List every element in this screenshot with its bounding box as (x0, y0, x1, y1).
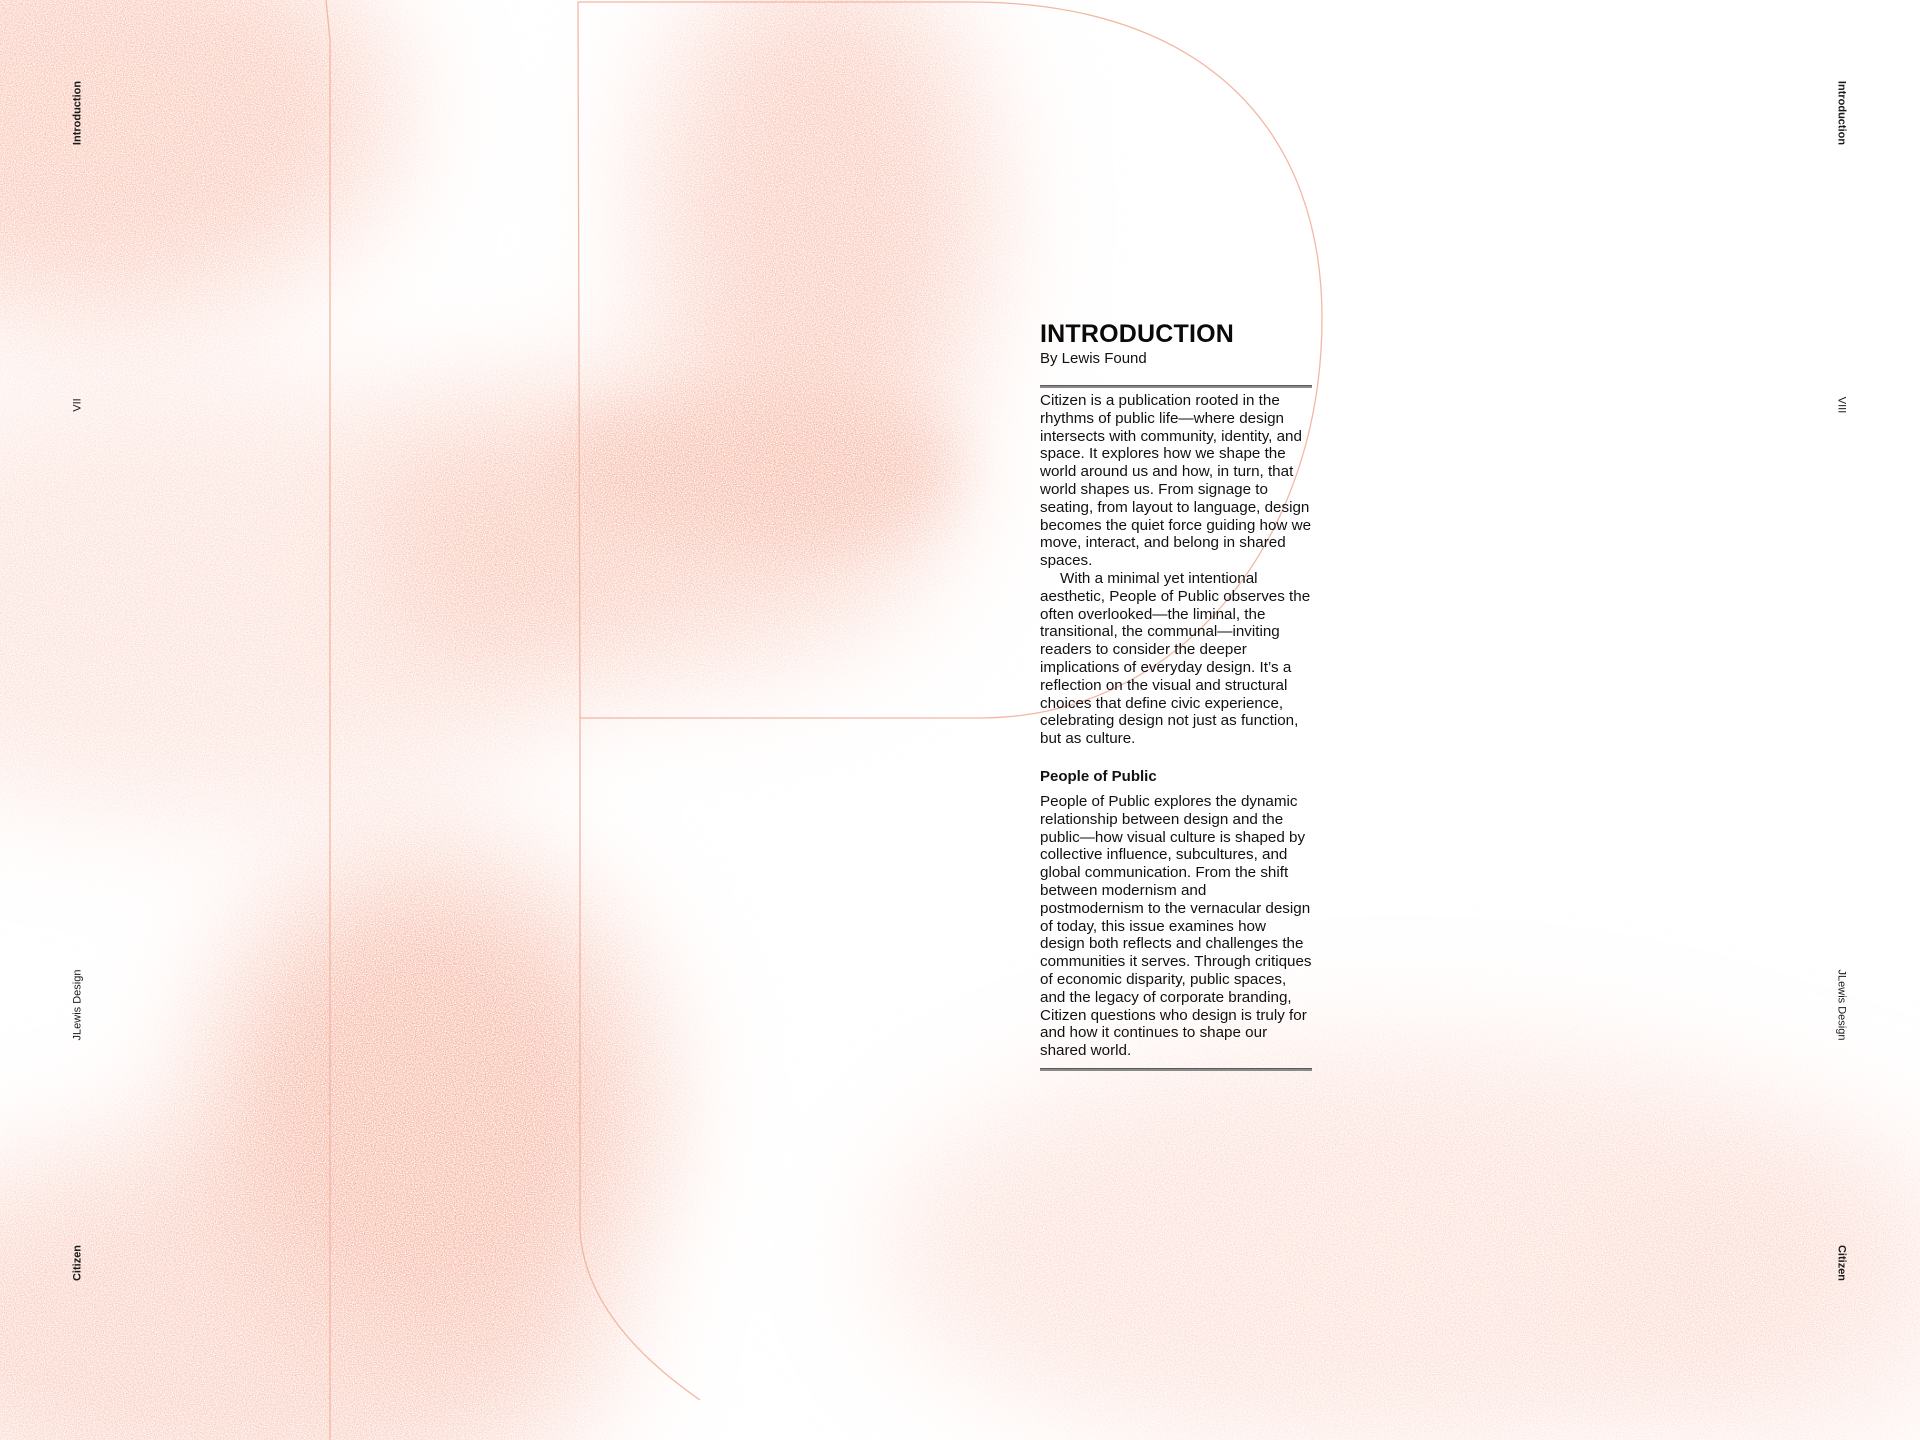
right-section-label: Introduction (1835, 80, 1848, 146)
left-page-number: VII (71, 398, 84, 412)
right-publication-label: Citizen (1835, 1244, 1848, 1282)
left-section-label: Introduction (71, 80, 84, 146)
bottom-divider (1040, 1068, 1312, 1071)
article-paragraph: Citizen is a publication rooted in the rhythms of public life—where design intersects with community, identity, and space. It explores how we shape the world around us and how, in turn, that world shapes us. From signage to seating, from layout to language, design becomes the quiet force guiding how we move, interact, and belong in shared spaces. (1040, 392, 1312, 570)
right-studio-label: JLewis Design (1835, 969, 1848, 1041)
left-publication-label: Citizen (71, 1244, 84, 1282)
article-paragraph: People of Public explores the dynamic relationship between design and the public—how visual culture is shaped by collective influence, subcultures, and global communication. From the shift between modernism and postmodernism to the vernacular design of today, this issue examines how design both reflects and challenges the communities it serves. Through critiques of economic disparity, public spaces, and the legacy of corporate branding, Citizen questions who design is truly for and how it continues to shape our shared world. (1040, 792, 1312, 1060)
right-page-number: VIII (1835, 396, 1848, 414)
article-column (1040, 320, 1312, 1071)
article-byline: By Lewis Found (1040, 350, 1147, 367)
top-divider (1040, 385, 1312, 388)
article-title: INTRODUCTION (1040, 320, 1235, 348)
article-paragraph: With a minimal yet intentional aesthetic, People of Public observes the often overlooked—the liminal, the transitional, the communal—inviting readers to consider the deeper implications of everyday design. It’s a reflection on the visual and structural choices that define civic experience, celebrating design not just as function, but as culture. (1040, 569, 1311, 748)
article-subheading: People of Public (1040, 767, 1157, 785)
blob-lower-core (270, 950, 570, 1290)
blob-top-left (0, 0, 400, 320)
left-studio-label: JLewis Design (71, 969, 84, 1041)
